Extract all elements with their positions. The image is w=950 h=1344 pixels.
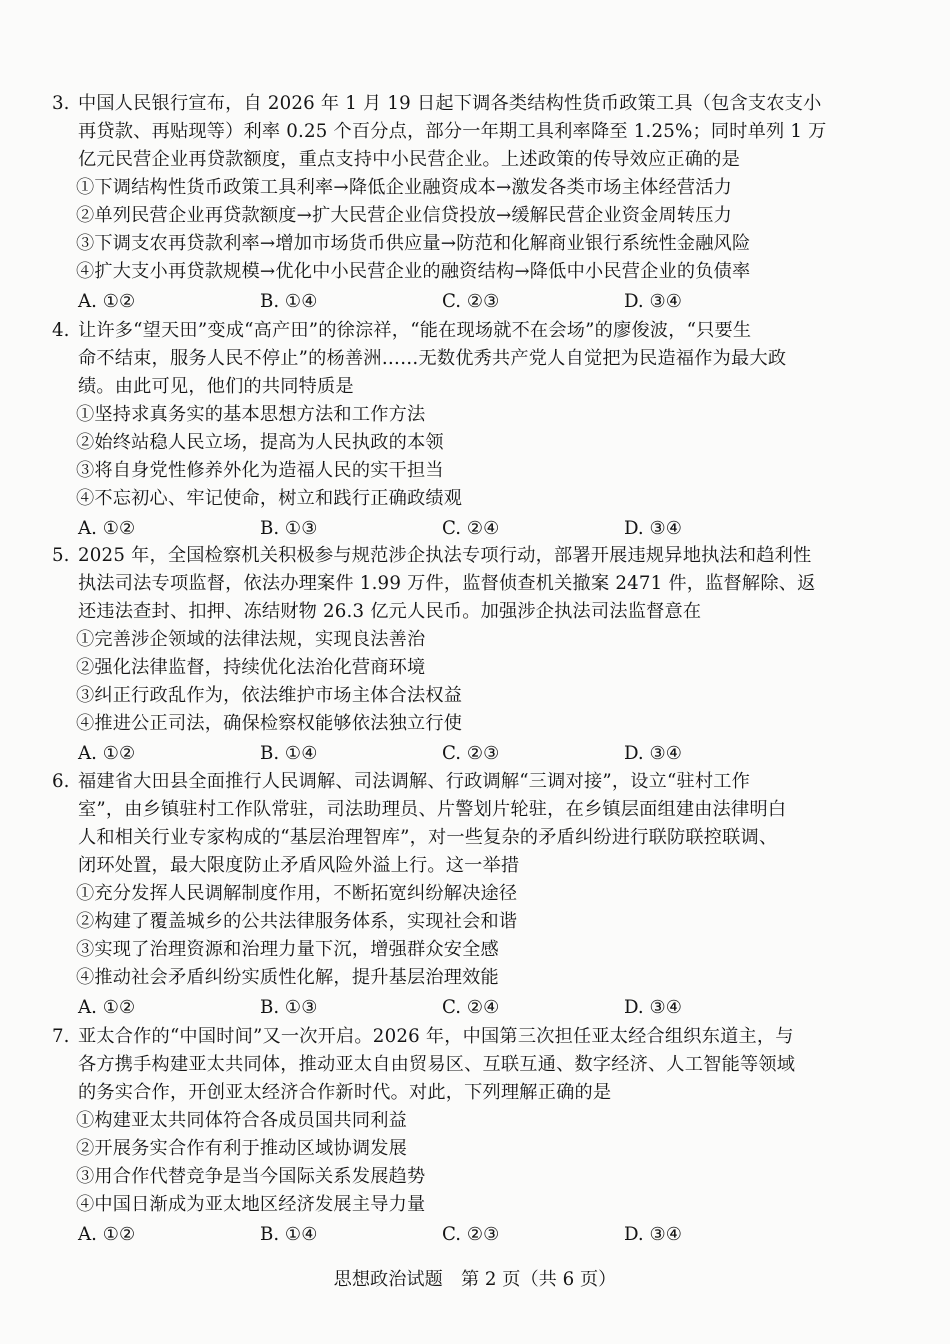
- statement-option-4: ④推进公正司法，确保检察权能够依法独立行使: [76, 713, 463, 734]
- statement-option-3: ③下调支农再贷款利率→增加市场货币供应量→防范和化解商业银行系统性金融风险: [76, 233, 751, 254]
- statement-option-1: ①构建亚太共同体符合各成员国共同利益: [76, 1110, 407, 1131]
- choice-b[interactable]: B. ①③: [260, 997, 318, 1018]
- question-stem-line: 的务实合作，开创亚太经济合作新时代。对此，下列理解正确的是: [78, 1082, 612, 1103]
- choice-d[interactable]: D. ③④: [624, 1224, 683, 1245]
- question-stem-line: 绩。由此可见，他们的共同特质是: [78, 376, 354, 397]
- question-stem-line: 执法司法专项监督，依法办理案件 1.99 万件，监督侦查机关撤案 2471 件，监督解除、返: [78, 573, 816, 594]
- choice-d[interactable]: D. ③④: [624, 743, 683, 764]
- choice-c[interactable]: C. ②④: [442, 518, 500, 539]
- statement-option-4: ④不忘初心、牢记使命，树立和践行正确政绩观: [76, 488, 463, 509]
- statement-option-2: ②开展务实合作有利于推动区域协调发展: [76, 1138, 407, 1159]
- question-stem-line: 亚太合作的“中国时间”又一次开启。2026 年，中国第三次担任亚太经合组织东道主，与: [78, 1026, 794, 1047]
- question-stem-line: 中国人民银行宣布，自 2026 年 1 月 19 日起下调各类结构性货币政策工具（包含支农支小: [78, 93, 822, 114]
- statement-option-1: ①充分发挥人民调解制度作用，不断拓宽纠纷解决途径: [76, 883, 518, 904]
- choice-c[interactable]: C. ②③: [442, 1224, 500, 1245]
- question-number: 4.: [52, 320, 70, 341]
- question-stem-line: 闭环处置，最大限度防止矛盾风险外溢上行。这一举措: [78, 855, 520, 876]
- statement-option-4: ④扩大支小再贷款规模→优化中小民营企业的融资结构→降低中小民营企业的负债率: [76, 261, 751, 282]
- answer-choices: [0, 1221, 950, 1249]
- answer-choices: [0, 288, 950, 316]
- choice-b[interactable]: B. ①④: [260, 743, 318, 764]
- statement-option-3: ③将自身党性修养外化为造福人民的实干担当: [76, 460, 444, 481]
- statement-option-4: ④推动社会矛盾纠纷实质性化解，提升基层治理效能: [76, 967, 499, 988]
- question-number: 7.: [52, 1026, 70, 1047]
- question-stem-line: 室”，由乡镇驻村工作队常驻，司法助理员、片警划片轮驻，在乡镇层面组建由法律明白: [78, 799, 787, 820]
- choice-d[interactable]: D. ③④: [624, 291, 683, 312]
- statement-option-2: ②构建了覆盖城乡的公共法律服务体系，实现社会和谐: [76, 911, 518, 932]
- choice-a[interactable]: A. ①②: [78, 1224, 136, 1245]
- choice-a[interactable]: A. ①②: [78, 743, 136, 764]
- choice-d[interactable]: D. ③④: [624, 997, 683, 1018]
- question-stem-line: 还违法查封、扣押、冻结财物 26.3 亿元人民币。加强涉企执法司法监督意在: [78, 601, 702, 622]
- choice-a[interactable]: A. ①②: [78, 997, 136, 1018]
- choice-c[interactable]: C. ②③: [442, 743, 500, 764]
- question-number: 5.: [52, 545, 70, 566]
- statement-option-1: ①下调结构性货币政策工具利率→降低企业融资成本→激发各类市场主体经营活力: [76, 177, 733, 198]
- choice-a[interactable]: A. ①②: [78, 291, 136, 312]
- statement-option-3: ③纠正行政乱作为，依法维护市场主体合法权益: [76, 685, 463, 706]
- question-stem-line: 让许多“望天田”变成“高产田”的徐淙祥，“能在现场就不在会场”的廖俊波，“只要生: [78, 320, 752, 341]
- question-number: 3.: [52, 93, 70, 114]
- statement-option-1: ①坚持求真务实的基本思想方法和工作方法: [76, 404, 426, 425]
- choice-b[interactable]: B. ①③: [260, 518, 318, 539]
- statement-option-2: ②强化法律监督，持续优化法治化营商环境: [76, 657, 426, 678]
- statement-option-2: ②始终站稳人民立场，提高为人民执政的本领: [76, 432, 444, 453]
- question-stem-line: 各方携手构建亚太共同体，推动亚太自由贸易区、互联互通、数字经济、人工智能等领域: [78, 1054, 796, 1075]
- answer-choices: [0, 515, 950, 543]
- statement-option-3: ③实现了治理资源和治理力量下沉，增强群众安全感: [76, 939, 499, 960]
- statement-option-1: ①完善涉企领域的法律法规，实现良法善治: [76, 629, 426, 650]
- statement-option-4: ④中国日渐成为亚太地区经济发展主导力量: [76, 1194, 426, 1215]
- statement-option-2: ②单列民营企业再贷款额度→扩大民营企业信贷投放→缓解民营企业资金周转压力: [76, 205, 733, 226]
- choice-a[interactable]: A. ①②: [78, 518, 136, 539]
- choice-c[interactable]: C. ②④: [442, 997, 500, 1018]
- question-stem-line: 亿元民营企业再贷款额度，重点支持中小民营企业。上述政策的传导效应正确的是: [78, 149, 740, 170]
- choice-c[interactable]: C. ②③: [442, 291, 500, 312]
- question-stem-line: 命不结束，服务人民不停止”的杨善洲……无数优秀共产党人自觉把为民造福作为最大政: [78, 348, 787, 369]
- question-stem-line: 人和相关行业专家构成的“基层治理智库”，对一些复杂的矛盾纠纷进行联防联控联调、: [78, 827, 778, 848]
- answer-choices: [0, 740, 950, 768]
- page-footer: 思想政治试题 第 2 页（共 6 页）: [333, 1269, 617, 1290]
- question-stem-line: 福建省大田县全面推行人民调解、司法调解、行政调解“三调对接”，设立“驻村工作: [78, 771, 751, 792]
- choice-b[interactable]: B. ①④: [260, 1224, 318, 1245]
- choice-d[interactable]: D. ③④: [624, 518, 683, 539]
- question-stem-line: 2025 年，全国检察机关积极参与规范涉企执法专项行动，部署开展违规异地执法和趋利性: [78, 545, 812, 566]
- question-number: 6.: [52, 771, 70, 792]
- question-stem-line: 再贷款、再贴现等）利率 0.25 个百分点，部分一年期工具利率降至 1.25%；同时单列 1 万: [78, 121, 827, 142]
- answer-choices: [0, 994, 950, 1022]
- choice-b[interactable]: B. ①④: [260, 291, 318, 312]
- statement-option-3: ③用合作代替竞争是当今国际关系发展趋势: [76, 1166, 426, 1187]
